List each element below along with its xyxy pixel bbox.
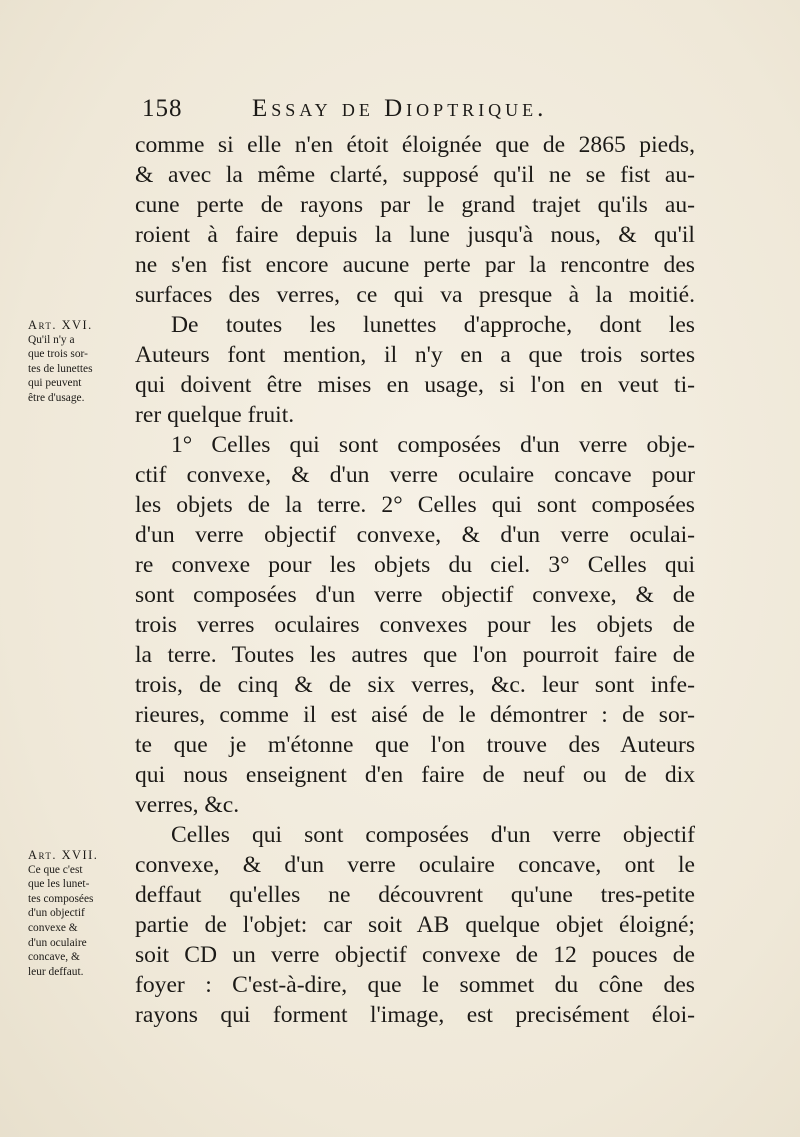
text-line: d'un verre objectif convexe, & d'un verre oculai- [135,522,695,548]
text-line: cune perte de rayons par le grand trajet qu'ils au- [135,192,695,218]
text-line: ctif convexe, & d'un verre oculaire concave pour [135,462,695,488]
text-line: sont composées d'un verre objectif convexe, & de [135,582,695,608]
text-line: qui nous enseignent d'en faire de neuf ou de dix [135,762,695,788]
text-line: comme si elle n'en étoit éloignée que de 2865 pieds, [135,132,695,158]
margin-note-line: Art. XVII. [28,848,99,862]
margin-note-art-17 [28,848,136,979]
text-line: te que je m'étonne que l'on trouve des Auteurs [135,732,695,758]
margin-note-line: être d'usage. [28,391,85,404]
text-line: deffaut qu'elles ne découvrent qu'une tres-petite [135,882,695,908]
body-text [135,130,695,1030]
margin-note-line: Art. XVI. [28,318,93,332]
text-line: roient à faire depuis la lune jusqu'à nous, & qu'il [135,222,695,248]
text-line: rieures, comme il est aisé de le démontrer : de sor- [135,702,695,728]
margin-note-line: Qu'il n'y a [28,333,75,346]
text-line: la terre. Toutes les autres que l'on pourroit faire de [135,642,695,668]
text-line: trois, de cinq & de six verres, &c. leur sont infe- [135,672,695,698]
text-line: trois verres oculaires convexes pour les objets de [135,612,695,638]
text-line: convexe, & d'un verre oculaire concave, ont le [135,852,695,878]
text-line: verres, &c. [135,792,240,818]
text-line: ne s'en fist encore aucune perte par la rencontre des [135,252,695,278]
margin-note-line: tes de lunettes [28,362,93,375]
margin-note-line: leur deffaut. [28,965,84,978]
margin-note-line: qui peuvent [28,377,82,390]
text-line: De toutes les lunettes d'approche, dont les [171,312,695,338]
margin-note-line: que trois sor- [28,348,88,361]
text-line: Celles qui sont composées d'un verre objectif [171,822,695,848]
text-line: surfaces des verres, ce qui va presque à la moitié. [135,282,695,308]
margin-note-line: tes composées [28,892,94,905]
text-line: re convexe pour les objets du ciel. 3° Celles qui [135,552,695,578]
text-line: rer quelque fruit. [135,402,295,428]
running-title: Essay de Dioptrique. [252,95,548,122]
margin-note-line: d'un objectif [28,907,85,920]
margin-note-art-16 [28,318,136,406]
text-line: foyer : C'est-à-dire, que le sommet du cône des [135,972,695,998]
text-line: qui doivent être mises en usage, si l'on en veut ti- [135,372,695,398]
page-header [142,95,702,131]
text-line: partie de l'objet: car soit AB quelque objet éloigné; [135,912,695,938]
page-number: 158 [142,95,183,122]
margin-note-line: convexe & [28,921,78,934]
text-line: & avec la même clarté, supposé qu'il ne se fist au- [135,162,695,188]
text-line: les objets de la terre. 2° Celles qui sont composées [135,492,695,518]
text-line: soit CD un verre objectif convexe de 12 pouces de [135,942,695,968]
margin-note-line: Ce que c'est [28,863,83,876]
text-line: 1° Celles qui sont composées d'un verre obje- [171,432,695,458]
margin-note-line: d'un oculaire [28,936,87,949]
margin-note-line: que les lunet- [28,878,90,891]
text-line: rayons qui forment l'image, est precisément éloi- [135,1002,695,1028]
text-line: Auteurs font mention, il n'y en a que trois sortes [135,342,695,368]
margin-note-line: concave, & [28,951,80,964]
